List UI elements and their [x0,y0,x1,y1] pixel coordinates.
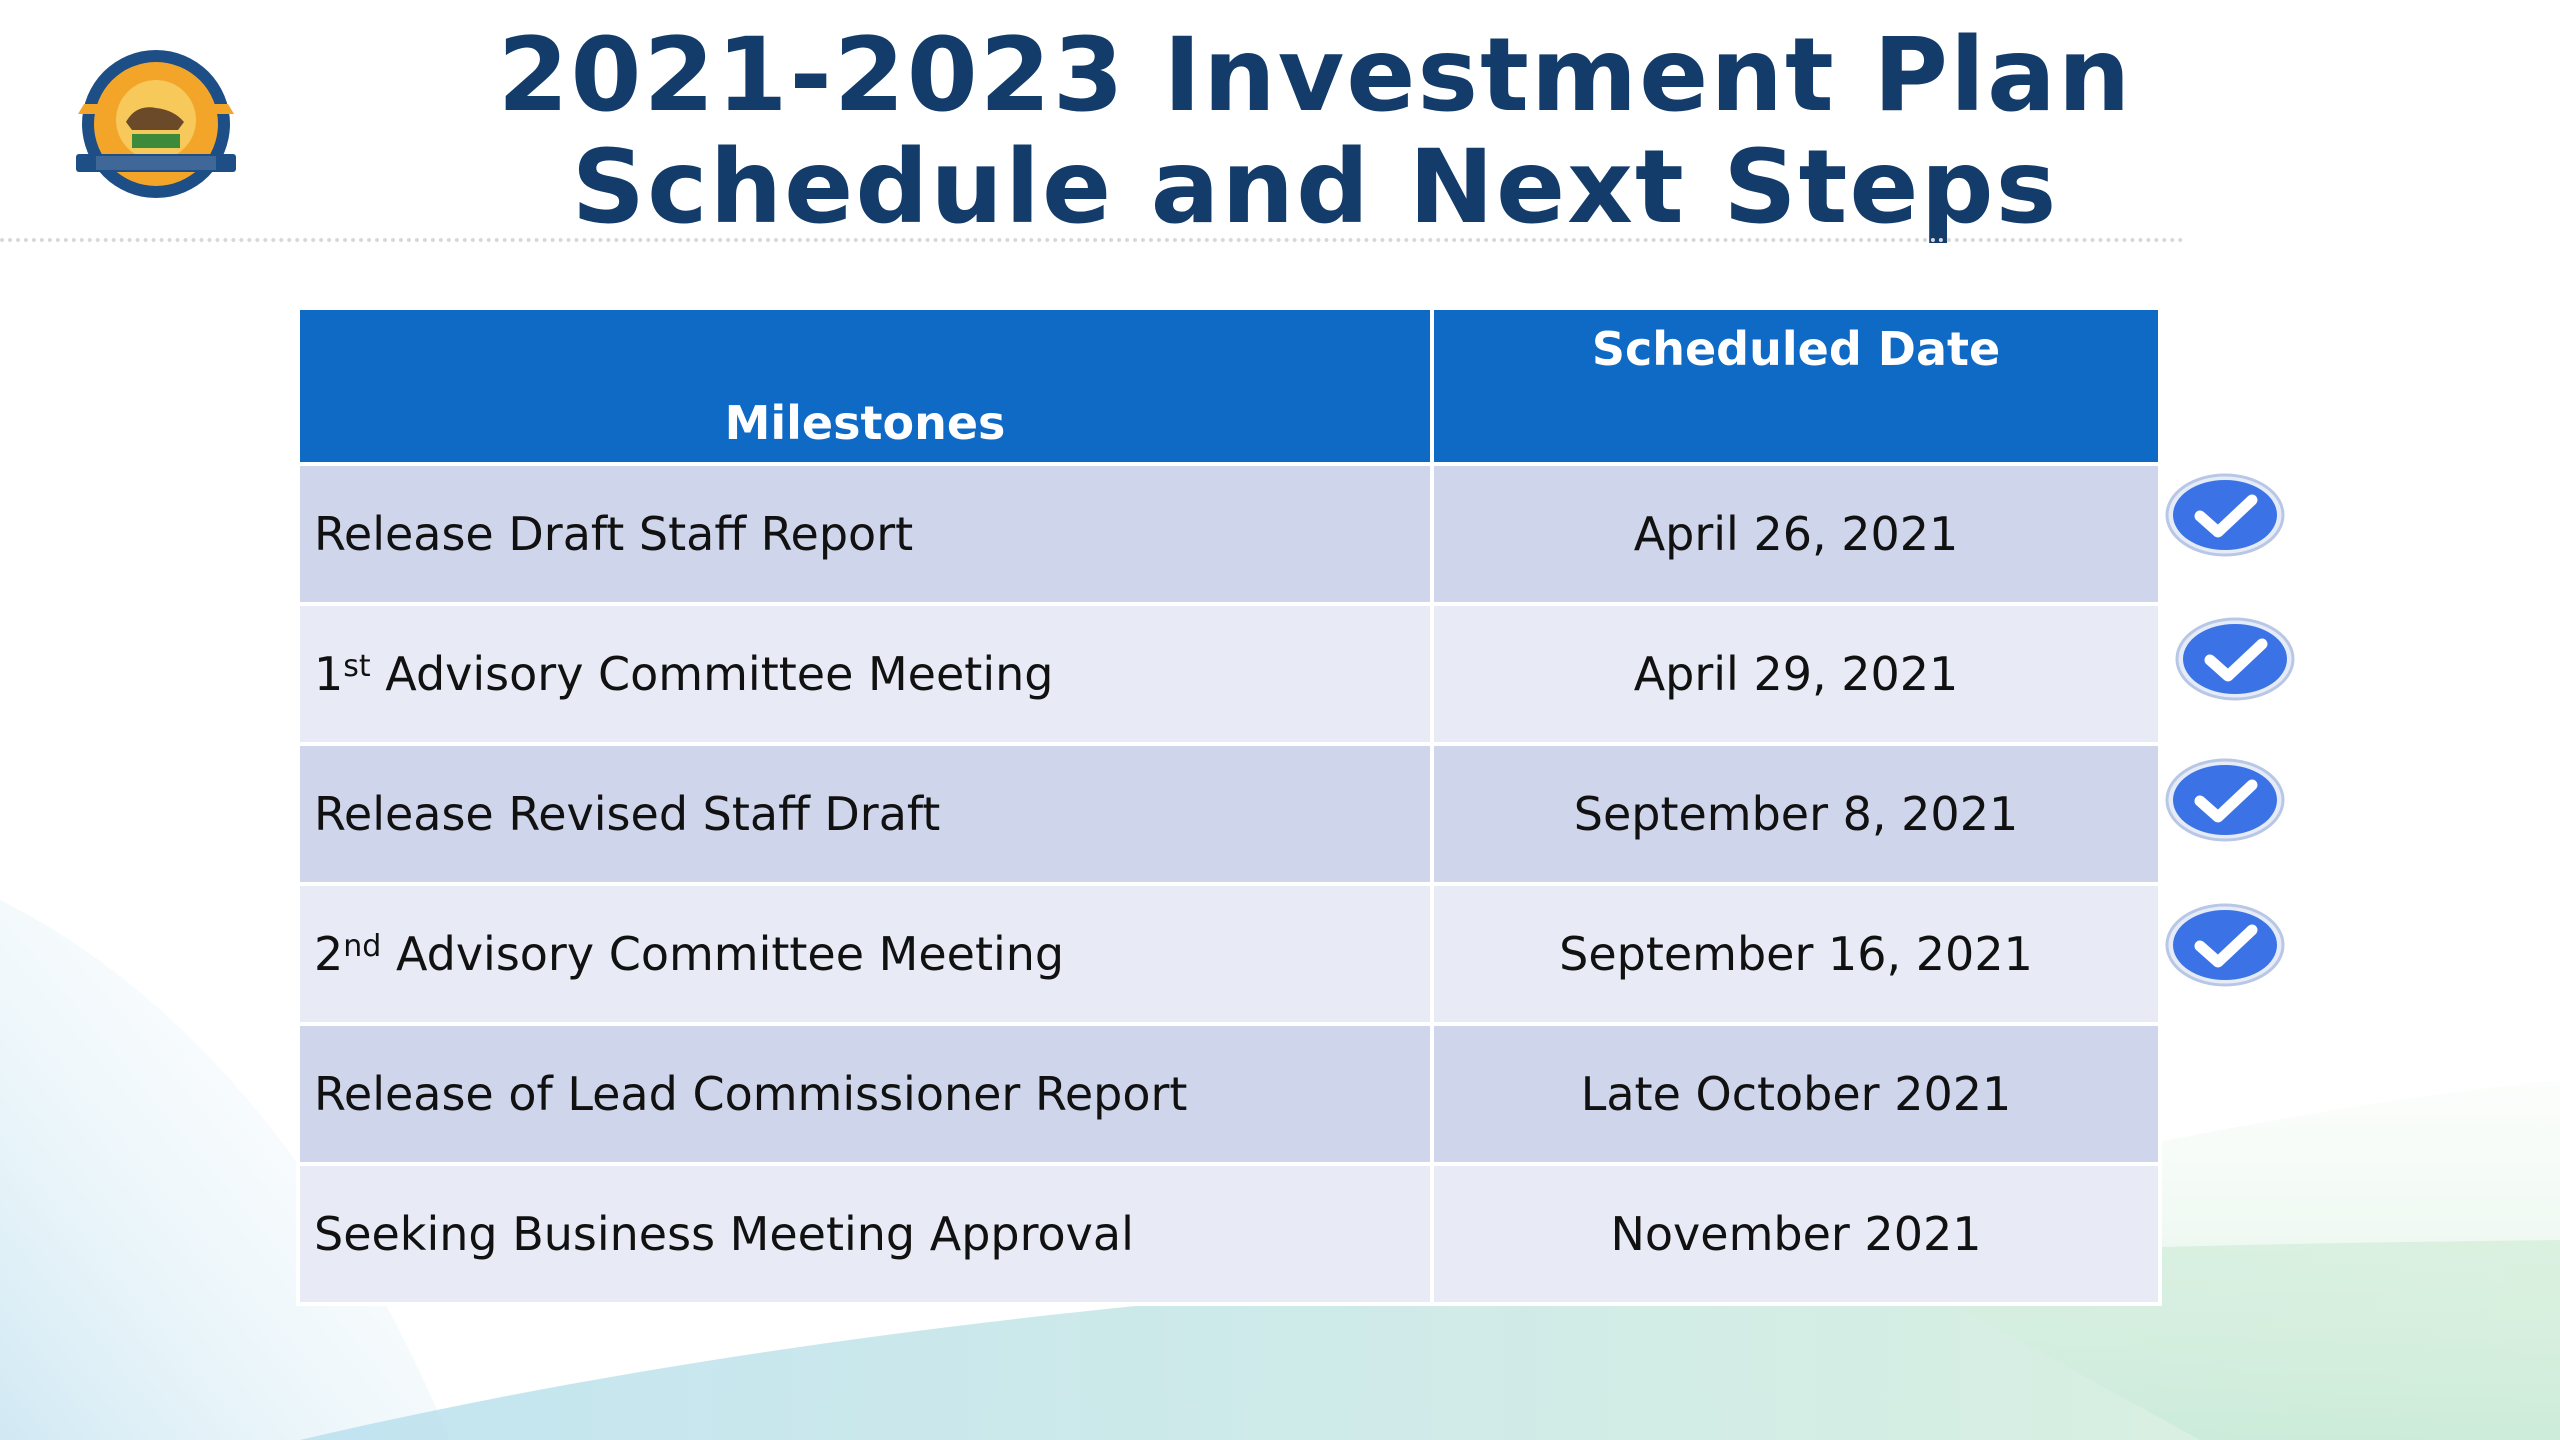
check-circle-icon [2164,757,2286,843]
ordinal-number: 2 [314,927,344,981]
table-row [298,604,2160,744]
check-circle-icon [2164,472,2286,558]
date-cell: November 2021 [1432,1164,2160,1304]
title-line-1: 2021-2023 Investment Plan [497,16,2133,135]
schedule-table [296,306,2162,1306]
table-row [298,884,2160,1024]
milestone-cell: Release of Lead Commissioner Report [298,1024,1432,1164]
milestone-cell [298,884,1432,1024]
milestone-cell: Seeking Business Meeting Approval [298,1164,1432,1304]
milestone-cell: Release Revised Staff Draft [298,744,1432,884]
table-row [298,744,2160,884]
slide-title [340,16,2290,247]
milestones-header: Milestones [298,308,1432,464]
check-circle-icon [2174,616,2296,702]
energy-commission-seal-icon [66,44,246,204]
ordinal-suffix: nd [343,929,382,964]
date-cell: April 29, 2021 [1432,604,2160,744]
scheduled-date-header: Scheduled Date [1432,308,2160,464]
date-cell: Late October 2021 [1432,1024,2160,1164]
title-divider [0,238,2185,242]
date-cell: September 8, 2021 [1432,744,2160,884]
milestone-cell [298,604,1432,744]
ordinal-suffix: st [343,649,371,684]
check-circle-icon [2164,902,2286,988]
milestone-cell: Release Draft Staff Report [298,464,1432,604]
table-row [298,1164,2160,1304]
table-row [298,1024,2160,1164]
milestone-text: Advisory Committee Meeting [381,927,1065,981]
milestone-text: Advisory Committee Meeting [370,647,1054,701]
date-cell: September 16, 2021 [1432,884,2160,1024]
date-cell: April 26, 2021 [1432,464,2160,604]
table-row [298,464,2160,604]
title-line-2: Schedule and Next Steps [571,128,2059,247]
table-header-row [298,308,2160,464]
ordinal-number: 1 [314,647,344,701]
